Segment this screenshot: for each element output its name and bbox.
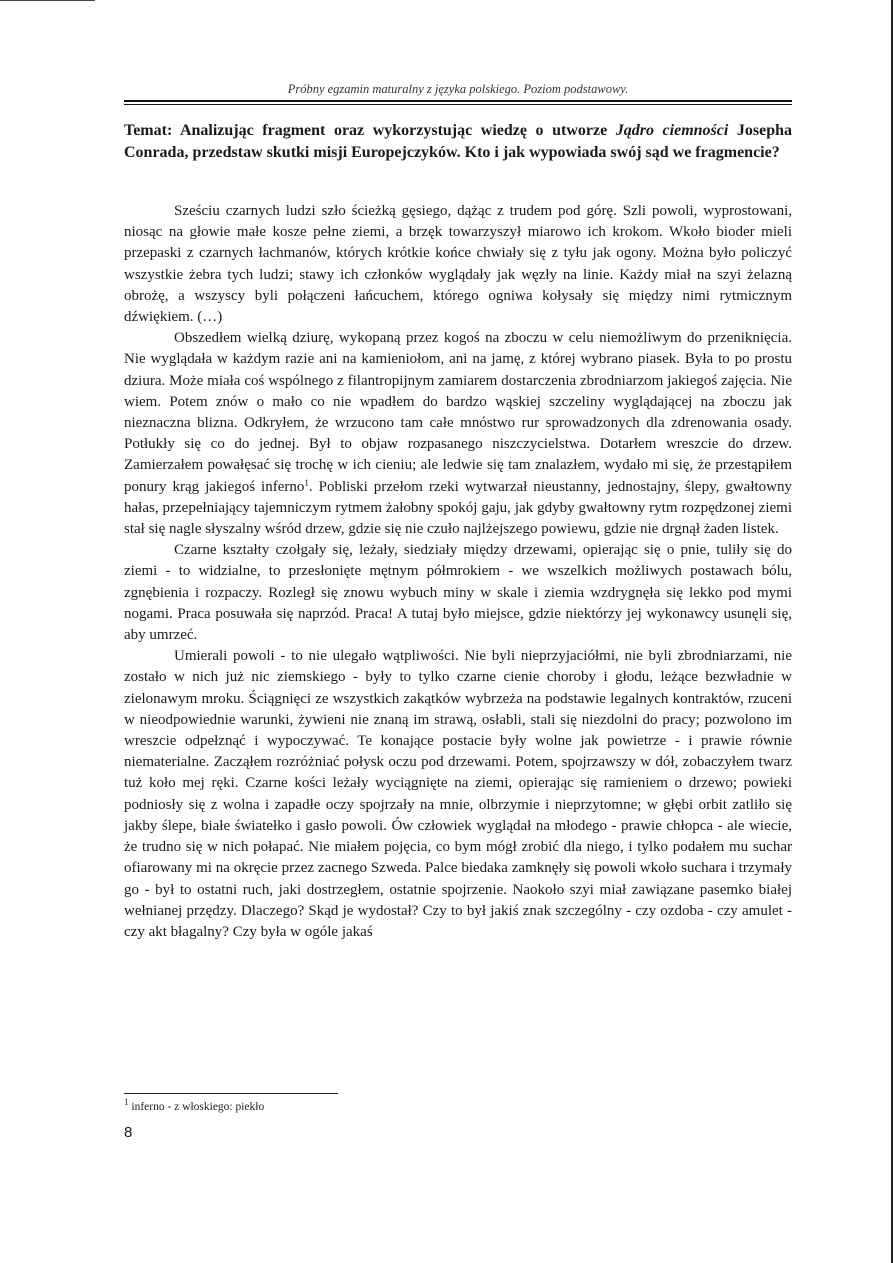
paragraph-2-text-a: Obszedłem wielką dziurę, wykopaną przez kogoś na zboczu w celu niemożliwym do przeniknięcia. Nie wyglądała w każdym razie ani na kamieniołom, ani na jamę, z której wybrano piasek. Była to po prostu dziura. Może miała coś wspólnego z filantropijnym zamiarem dostarczenia zbrodniarzom jakiegoś zajęcia. Nie wiem. Potem znów o mało co nie wpadłem do bardzo wąskiej szczeliny wyglądającej na zboczu jak nieznaczna blizna. Odkryłem, że wrzucono tam całe mnóstwo rur sprowadzonych dla zdrenowania osady. Potłukły się co do jednej. Był to objaw rozpasanego niszczycielstwa. Dotarłem wreszcie do drzew. Zamierzałem powałęsać się trochę w ich cieniu; ale ledwie się tam znalazłem, wydało mi się, że przestąpiłem ponury krąg jakiegoś inferno [124,330,792,495]
footnote-reference: 1 [304,477,309,488]
paragraph-2 [124,328,792,540]
footnote-rule [124,1093,338,1094]
topic-lead: Temat: Analizując fragment oraz wykorzystując wiedzę o utworze [124,122,608,139]
paragraph-2-text-b: . Pobliski przełom rzeki wytwarzał nieustanny, jednostajny, ślepy, gwałtowny hałas, przepełniający tajemniczym rytmem żałobny spokój gaju, jak gdyby gwałtowny rytm rozpędzonej ziemi stał się nagle słyszalny wśród drzew, gdzie się nie czuło najlżejszego powiewu, gdzie nie drgnął żaden listek. [124,478,792,538]
paragraph-1: Sześciu czarnych ludzi szło ścieżką gęsiego, dążąc z trudem pod górę. Szli powoli, wyprostowani, niosąc na głowie małe kosze pełne ziemi, a brzęk towarzyszył miarowo ich krokom. Wkoło bioder mieli przepaski z czarnych łachmanów, których krótkie końce chwiały się z tyłu jak ogony. Można było policzyć wszystkie żebra tych ludzi; stawy ich członków wyglądały jak węzły na linie. Każdy miał na szyi żelazną obrożę, a wszyscy byli połączeni łańcuchem, którego ogniwa kołysały się między nimi rytmicznym dźwiękiem. (…) [124,203,792,326]
topic-rest: Josepha Conrada, przedstaw skutki misji Europejczyków. Kto i jak wypowiada swój sąd we fragmencie? [124,122,793,161]
corner-line [0,0,95,1]
footnote-text: inferno - z włoskiego: piekło [131,1101,265,1113]
paragraph-4: Umierali powoli - to nie ulegało wątpliwości. Nie byli nieprzyjaciółmi, nie byli zbrodniarzami, nie zostało w nich już nic ziemskiego - były to tylko czarne cienie choroby i głodu, leżące bezwładnie w zielonawym mroku. Ściągnięci ze wszystkich zakątków wybrzeża na podstawie legalnych kontraktów, rzuceni w nieodpowiednie warunki, żywieni nie znaną im strawą, osłabli, stali się niezdolni do pracy; pozwolono im wreszcie odpełznąć i wypoczywać. Te konające postacie były wolne jak powietrze - i prawie równie niematerialne. Zacząłem rozróżniać połysk oczu pod drzewami. Potem, spojrzawszy w dół, zobaczyłem twarz tuż koło mej ręki. Czarne kości leżały wyciągnięte na ziemi, opierając się ramieniem o drzewo; powieki podniosły się z wolna i zapadłe oczy spojrzały na mnie, olbrzymie i nieprzytomne; w głębi orbit zatliło się jakby ślepe, białe światełko i gasło powoli. Ów człowiek wyglądał na młodego - prawie chłopca - ale wiecie, że trudno się w nich połapać. Nie miałem pojęcia, co bym mógł zrobić dla niego, i tylko podałem mu suchar ofiarowany mi na okręcie przez zacnego Szweda. Palce biedaka zamknęły się powoli wkoło suchara i trzymały go - był to ostatni ruch, jaki dostrzegłem, ostatnie spojrzenie. Naokoło szyi miał zawiązane pasemko białej wełnianej przędzy. Dlaczego? Skąd je wydostał? Czy to był jakiś znak szczególny - czy ozdoba - czy amulet - czy akt błagalny? Czy była w ogóle jakaś [124,648,792,940]
essay-topic [124,120,792,164]
footnote-marker: 1 [124,1097,129,1107]
footnote [124,1097,265,1113]
paragraph-3: Czarne kształty czołgały się, leżały, siedziały między drzewami, opierając się o pnie, tuliły się do ziemi - to widzialne, to przesłonięte mętnym półmrokiem - we wszelkich możliwych postawach bólu, zgnębienia i rozpaczy. Rozległ się znowu wybuch miny w skale i ziemia wzdrygnęła się lekko pod mymi nogami. Praca posuwała się naprzód. Praca! A tutaj było miejsce, gdzie niektórzy jej wykonawcy usunęli się, aby umrzeć. [124,542,792,644]
page-number: 8 [124,1124,133,1141]
header-rule-thick [124,100,792,102]
running-header: Próbny egzamin maturalny z języka polskiego. Poziom podstawowy. [287,82,629,96]
topic-work-title: Jądro ciemności [615,122,729,139]
excerpt-body [124,201,792,943]
header-rule-thin [124,104,792,105]
